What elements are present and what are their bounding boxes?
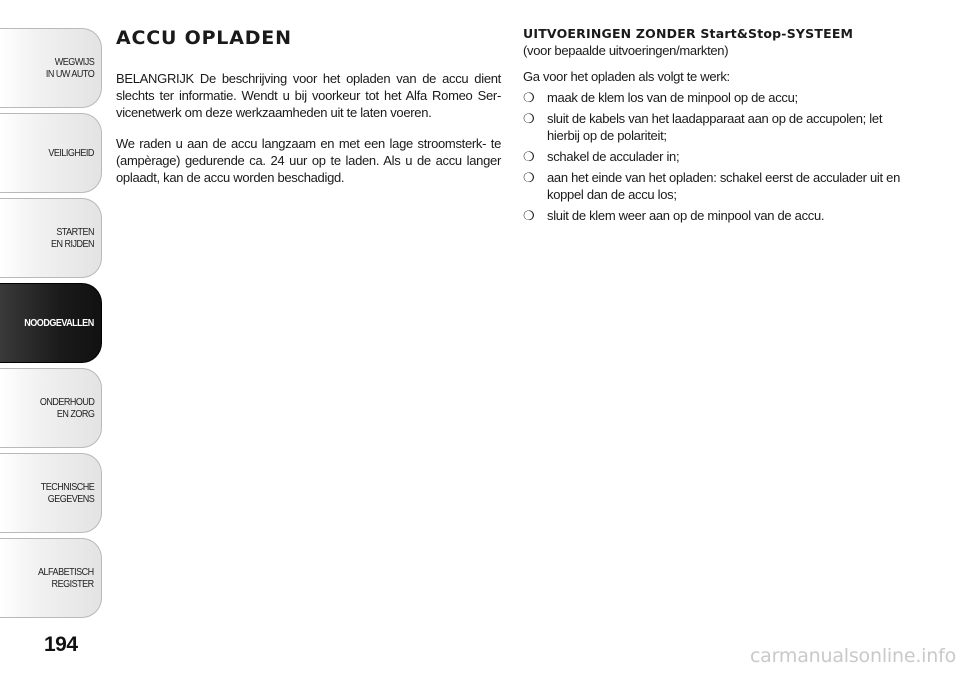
list-item	[523, 169, 918, 203]
section-title: ACCU OPLADEN	[116, 27, 292, 49]
left-column	[116, 26, 501, 200]
tab-label: WEGWIJS IN UW AUTO	[45, 56, 94, 80]
list-item	[523, 110, 918, 144]
tab-label: ONDERHOUD EN ZORG	[39, 396, 94, 420]
tab-alfabetisch[interactable]	[0, 538, 102, 618]
paragraph: BELANGRIJK De beschrijving voor het opladen van de accu dient slechts ter informatie. Wendt u bij voorkeur tot het Alfa Romeo Ser- vicenetwerk om deze werkzaamheden uit te laten voeren.	[116, 71, 501, 120]
steps-list	[523, 89, 918, 224]
circle-bullet-icon: ❍	[523, 90, 535, 105]
list-item-text: maak de klem los van de minpool op de accu;	[547, 90, 798, 105]
tab-starten[interactable]	[0, 198, 102, 278]
circle-bullet-icon: ❍	[523, 111, 535, 126]
list-item	[523, 148, 918, 165]
tab-wegwijs[interactable]	[0, 28, 102, 108]
subsection-note: (voor bepaalde uitvoeringen/markten)	[523, 43, 729, 58]
right-column	[523, 26, 918, 228]
list-item	[523, 89, 918, 106]
tab-onderhoud[interactable]	[0, 368, 102, 448]
subsection-title: UITVOERINGEN ZONDER Start&Stop-SYSTEEM	[523, 26, 854, 41]
list-item-text: sluit de kabels van het laadapparaat aan op de accupolen; let hierbij op de polariteit;	[547, 111, 883, 143]
intro-text: Ga voor het opladen als volgt te werk:	[523, 69, 730, 84]
tab-label: VEILIGHEID	[48, 147, 94, 159]
tab-noodgevallen[interactable]	[0, 283, 102, 363]
tab-label: ALFABETISCH REGISTER	[38, 566, 94, 590]
paragraph: We raden u aan de accu langzaam en met een lage stroomsterk- te (ampèrage) gedurende ca. 24 uur op te laden. Als u de accu langer oplaadt, kan de accu worden beschadigd.	[116, 136, 501, 185]
tab-label: STARTEN EN RIJDEN	[50, 226, 94, 250]
list-item-text: schakel de acculader in;	[547, 149, 680, 164]
page-number: 194	[44, 633, 78, 656]
circle-bullet-icon: ❍	[523, 208, 535, 223]
list-item-text: sluit de klem weer aan op de minpool van de accu.	[547, 208, 825, 223]
circle-bullet-icon: ❍	[523, 170, 535, 185]
chapter-tabs	[0, 28, 102, 623]
tab-veiligheid[interactable]	[0, 113, 102, 193]
list-item-text: aan het einde van het opladen: schakel eerst de acculader uit en koppel dan de accu los;	[547, 170, 901, 202]
circle-bullet-icon: ❍	[523, 149, 535, 164]
watermark: carmanualsonline.info	[749, 645, 956, 667]
tab-label: TECHNISCHE GEGEVENS	[40, 481, 94, 505]
list-item	[523, 207, 918, 224]
tab-label: NOODGEVALLEN	[24, 317, 94, 329]
tab-technische[interactable]	[0, 453, 102, 533]
